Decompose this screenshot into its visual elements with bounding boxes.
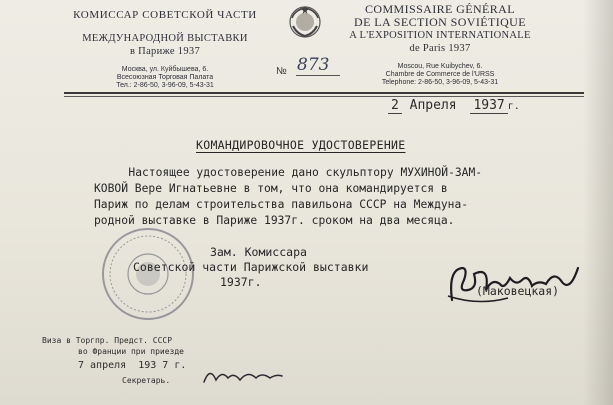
visa-note-line-4: Секретарь. <box>122 376 171 385</box>
letterhead-left-address-3: Тел.: 2-86-50, 3-96-09, 5-43-31 <box>116 82 214 89</box>
letterhead-divider <box>64 92 584 94</box>
letterhead-left-subtitle-1: МЕЖДУНАРОДНОЙ ВЫСТАВКИ <box>82 33 248 44</box>
date-suffix: г. <box>507 101 520 112</box>
signatory-title-2: Советской части Парижской выставки <box>133 260 369 274</box>
secretary-signature-icon <box>200 360 285 390</box>
date-month: Апреля <box>409 98 457 113</box>
date-line <box>388 98 520 114</box>
round-stamp-icon <box>100 226 196 322</box>
letterhead-left-title: КОМИССАР СОВЕТСКОЙ ЧАСТИ <box>73 9 257 21</box>
letterhead-left-subtitle-2: в Париже 1937 <box>130 46 200 57</box>
body-line-1: Настоящее удостоверение дано скульптору МУХИНОЙ-ЗАМ- <box>108 166 483 179</box>
reference-number: 873 <box>297 55 330 75</box>
letterhead-right <box>330 3 550 87</box>
reference-number-label: № <box>276 66 287 77</box>
body-line-2: КОВОЙ Вере Игнатьевне в том, что она командируется в <box>94 182 448 195</box>
ussr-emblem-icon <box>287 4 323 40</box>
body-line-3: Париж по делам строительства павильона СССР на Междуна- <box>94 198 469 211</box>
signatory-year: 1937г. <box>220 275 262 289</box>
visa-note-line-2: во Франции при приезде <box>78 347 184 356</box>
letterhead-divider-thin <box>64 96 584 97</box>
date-day: 2 <box>388 98 402 114</box>
letterhead-right-subtitle-2: de Paris 1937 <box>409 43 471 54</box>
visa-note-line-1: Виза в Торгпр. Предст. СССР <box>42 336 173 345</box>
letterhead-left <box>50 8 280 90</box>
document-title: КОМАНДИРОВОЧНОЕ УДОСТОВЕРЕНИЕ <box>196 138 406 152</box>
date-year: 1937 <box>470 98 507 114</box>
letterhead-right-title-2: DE LA SECTION SOVIÉTIQUE <box>354 15 526 29</box>
visa-note-line-3: 7 апреля 193 7 г. <box>78 360 187 371</box>
signatory-name: (Маковецкая) <box>476 284 560 298</box>
letterhead-left-address-2: Всесоюзная Торговая Палата <box>116 74 214 81</box>
body-line-4: родной выставке в Париже 1937г. сроком на два месяца. <box>94 214 455 227</box>
signatory-title-1: Зам. Комиссара <box>210 245 307 259</box>
letterhead-right-address-3: Telephone: 2-86-50, 3-96-09, 5-43-31 <box>381 79 499 86</box>
letterhead-right-address-1: Moscou, Rue Kuibychev, 6. <box>397 63 483 70</box>
letterhead-right-title-1: COMMISSAIRE GÉNÉRAL <box>365 2 515 16</box>
letterhead-right-address-2: Chambre de Commerce de l'URSS <box>385 71 495 78</box>
letterhead-left-address-1: Москва, ул. Куйбышева, 6. <box>121 66 209 73</box>
reference-number-underline <box>296 75 340 76</box>
letterhead-right-subtitle-1: A L'EXPOSITION INTERNATIONALE <box>349 30 531 41</box>
